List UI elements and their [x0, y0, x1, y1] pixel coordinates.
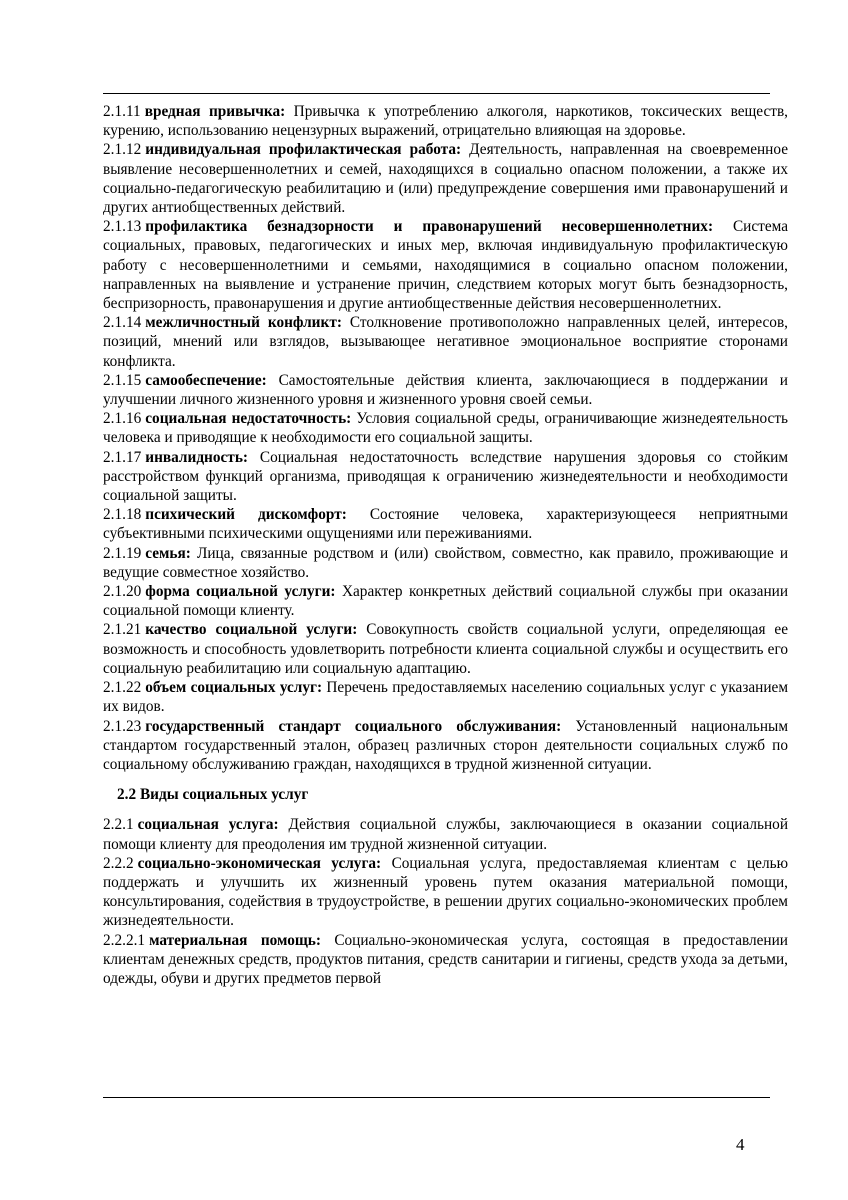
entry-term: психический дискомфорт:	[145, 506, 347, 524]
entry-term: профилактика безнадзорности и правонарушений несовершеннолетних:	[145, 218, 714, 236]
entry-term: самообеспечение:	[145, 371, 267, 389]
footer-rule	[103, 1097, 770, 1098]
entry-term: социальная недостаточность:	[145, 410, 352, 428]
entry-term: инвалидность:	[145, 448, 249, 466]
definition-entry	[103, 409, 788, 447]
section-heading: 2.2 Виды социальных услуг	[117, 786, 309, 804]
definition-entry	[103, 448, 788, 506]
entry-term: форма социальной услуги:	[145, 583, 336, 601]
entry-number: 2.1.14	[103, 314, 142, 332]
definition-entry	[103, 102, 788, 140]
definition-entry	[103, 582, 788, 620]
entry-number: 2.1.15	[103, 371, 142, 389]
entry-number: 2.1.17	[103, 448, 142, 466]
entry-number: 2.1.18	[103, 506, 142, 524]
definition-entry	[103, 931, 788, 989]
entry-term: объем социальных услуг:	[145, 679, 323, 697]
entry-text: Лица, связанные родством и (или) свойством, совместно, как правило, проживающие и ведущие совместное хозяйство.	[103, 544, 789, 581]
definition-entry	[103, 815, 788, 853]
entry-text: Социальная услуга, предоставляемая клиентам с целью поддержать и улучшить их жизненный уровень путем оказания материальной помощи, консультирования, содействия в трудоустройстве, в решении других социально-экономических проблем жизнедеятельности.	[103, 854, 788, 930]
entry-number: 2.2.1	[103, 816, 134, 834]
entry-text: Самостоятельные действия клиента, заключающиеся в поддержании и улучшении личного жизненного уровня и жизненного уровня своей семьи.	[103, 371, 788, 409]
entry-text: Установленный национальным стандартом государственный эталон, образец различных сторон деятельности социальных служб по социальному обслуживанию граждан, находящихся в трудной жизненной ситуации.	[103, 717, 788, 773]
entry-text: Перечень предоставляемых населению социальных услуг с указанием их видов.	[103, 679, 789, 716]
entry-text: Привычка к употреблению алкоголя, наркотиков, токсических веществ, курению, использованию нецензурных выражений, отрицательно влияющая на здоровье.	[103, 103, 788, 140]
definition-entry	[103, 217, 788, 313]
entry-number: 2.1.23	[103, 717, 142, 735]
definition-entry	[103, 854, 788, 931]
definition-entry	[103, 544, 788, 582]
definition-entry	[103, 717, 788, 775]
entry-text: Система социальных, правовых, педагогических и иных мер, включая индивидуальную профилактическую работу с несовершеннолетними и семьями, находящимися в социально опасном положении, направленных на выявление и устранение причин, следствием которых могут быть безнадзорность, беспризорность, правонарушения и другие антиобщественные действия несовершеннолетних.	[103, 218, 788, 313]
entry-number: 2.1.21	[103, 621, 142, 639]
entry-term: социальная услуга:	[137, 816, 279, 834]
entry-term: межличностный конфликт:	[145, 314, 342, 332]
entry-number: 2.1.20	[103, 583, 142, 601]
entry-term: семья:	[145, 544, 191, 562]
entry-term: качество социальной услуги:	[145, 621, 358, 639]
entry-number: 2.1.22	[103, 679, 142, 697]
entry-text: Действия социальной службы, заключающиеся в оказании социальной помощи клиенту для преодоления им трудной жизненной ситуации.	[103, 816, 789, 853]
entry-number: 2.2.2	[103, 854, 134, 872]
entry-term: вредная привычка:	[144, 103, 286, 120]
definition-entry	[103, 313, 788, 371]
entry-term: материальная помощь:	[149, 931, 321, 949]
definition-entry	[103, 620, 788, 678]
entry-number: 2.1.19	[103, 544, 142, 562]
definitions-list	[103, 102, 788, 774]
entry-number: 2.2.2.1	[103, 931, 146, 949]
entry-number: 2.1.13	[103, 218, 142, 236]
entry-term: государственный стандарт социального обслуживания:	[145, 717, 562, 735]
entry-text: Условия социальной среды, ограничивающие жизнедеятельность человека и приводящие к необходимости его социальной защиты.	[103, 410, 788, 447]
entry-text: Совокупность свойств социальной услуги, определяющая ее возможность и способность удовлетворить потребности клиента социальной службы и осуществить его социальную реабилитацию или социальную адаптацию.	[103, 621, 788, 677]
entry-number: 2.1.12	[103, 141, 142, 159]
entry-number: 2.1.16	[103, 410, 142, 428]
definition-entry	[103, 140, 788, 217]
definition-entry	[103, 678, 788, 716]
entry-term: социально-экономическая услуга:	[137, 854, 382, 872]
definitions-list-2	[103, 815, 788, 988]
entry-text: Социальная недостаточность вследствие нарушения здоровья со стойким расстройством функций организма, приводящая к ограничению жизнедеятельности и необходимости социальной защиты.	[103, 448, 789, 505]
entry-number: 2.1.11	[103, 103, 141, 120]
page-content	[103, 102, 788, 988]
entry-text: Характер конкретных действий социальной службы при оказании социальной помощи клиенту.	[103, 583, 789, 620]
definition-entry	[103, 505, 788, 543]
entry-term: индивидуальная профилактическая работа:	[145, 141, 462, 159]
header-rule	[103, 93, 770, 94]
entry-text: Деятельность, направленная на своевременное выявление несовершеннолетних и семей, находящихся в социально опасном положении, а также их социально-педагогическую реабилитацию и (или) предупреждение совершения ими правонарушений и других антиобщественных действий.	[103, 141, 788, 217]
entry-text: Социально-экономическая услуга, состоящая в предоставлении клиентам денежных средств, продуктов питания, средств санитарии и гигиены, средств ухода за детьми, одежды, обуви и других предметов первой	[103, 931, 788, 987]
page-number: 4	[736, 1135, 745, 1154]
definition-entry	[103, 371, 788, 409]
entry-text: Состояние человека, характеризующееся неприятными субъективными психическими ощущениями или переживаниями.	[103, 506, 788, 543]
entry-text: Столкновение противоположно направленных целей, интересов, позиций, мнений или взглядов, вызывающее негативное эмоциональное восприятие сторонами конфликта.	[103, 314, 788, 370]
